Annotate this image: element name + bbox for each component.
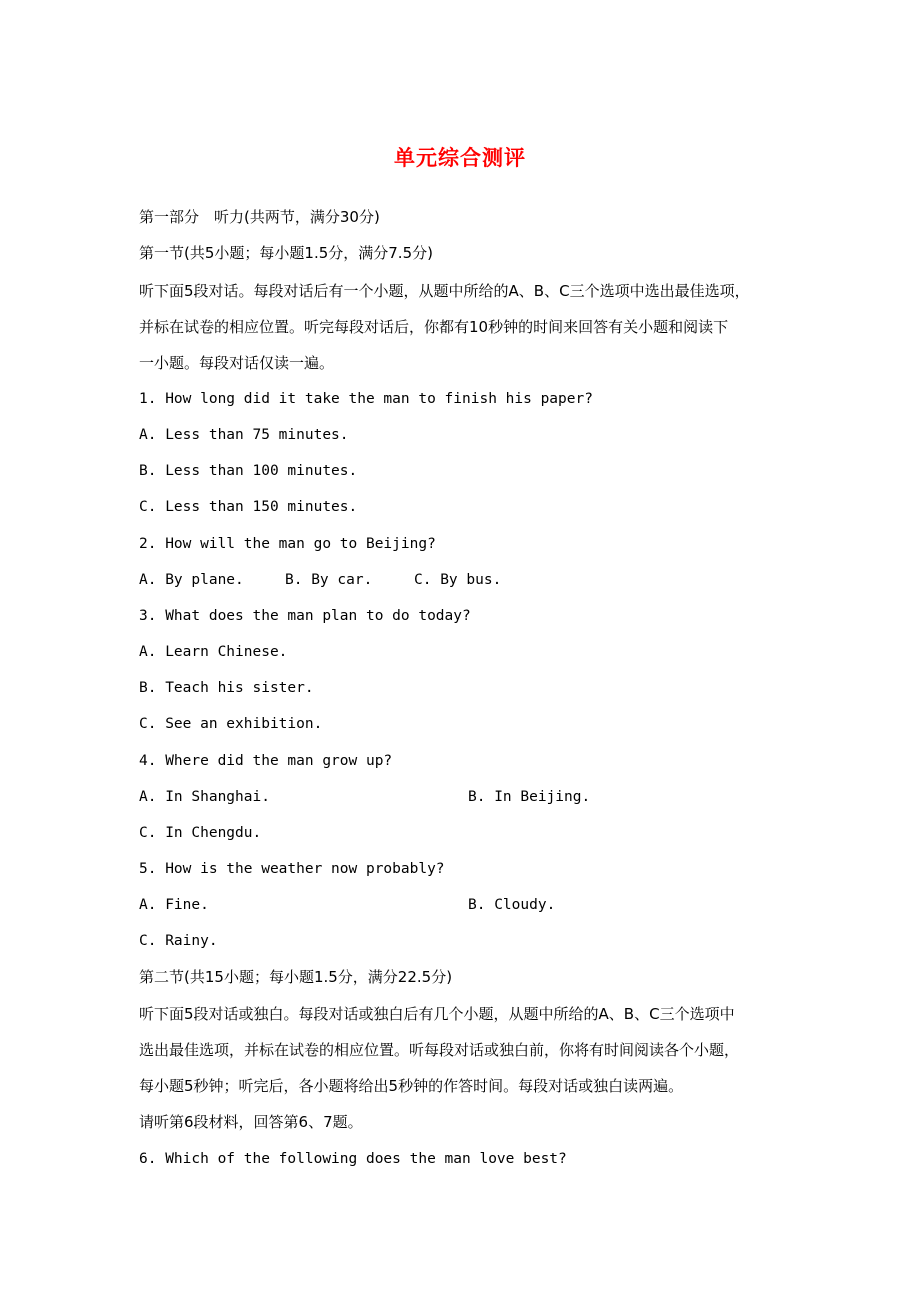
section2-instruction-line: 选出最佳选项，并标在试卷的相应位置。听每段对话或独白前，你将有时间阅读各个小题，: [139, 1041, 740, 1059]
question-6: 6. Which of the following does the man love best?: [139, 1151, 567, 1167]
q3-option-a: A. Learn Chinese.: [139, 644, 288, 660]
question-2: 2. How will the man go to Beijing?: [139, 536, 436, 552]
question-4: 4. Where did the man grow up?: [139, 753, 393, 769]
q1-option-a: A. Less than 75 minutes.: [139, 427, 349, 443]
section1-instruction-line: 听下面5段对话。每段对话后有一个小题，从题中所给的A、B、C三个选项中选出最佳选项，: [139, 282, 750, 300]
page-title: 单元综合测评: [394, 146, 526, 170]
q2-option-b: B. By car.: [285, 572, 373, 588]
q4-option-c: C. In Chengdu.: [139, 825, 262, 841]
section1-instruction-line: 并标在试卷的相应位置。听完每段对话后，你都有10秒钟的时间来回答有关小题和阅读下: [139, 318, 729, 336]
q2-option-a: A. By plane.: [139, 572, 244, 588]
material-6-prompt: 请听第6段材料，回答第6、7题。: [139, 1113, 363, 1131]
q5-option-c: C. Rainy.: [139, 933, 218, 949]
q1-option-c: C. Less than 150 minutes.: [139, 499, 358, 515]
q2-option-c: C. By bus.: [414, 572, 502, 588]
q1-option-b: B. Less than 100 minutes.: [139, 463, 358, 479]
q4-option-a: A. In Shanghai.: [139, 789, 270, 805]
q5-option-a: A. Fine.: [139, 897, 209, 913]
q4-option-b: B. In Beijing.: [468, 789, 591, 805]
q3-option-b: B. Teach his sister.: [139, 680, 314, 696]
section2-instruction-line: 每小题5秒钟；听完后，各小题将给出5秒钟的作答时间。每段对话或独白读两遍。: [139, 1077, 684, 1095]
question-5: 5. How is the weather now probably?: [139, 861, 445, 877]
section2-heading: 第二节(共15小题；每小题1.5分，满分22.5分): [139, 968, 453, 986]
question-3: 3. What does the man plan to do today?: [139, 608, 471, 624]
part1-heading: 第一部分 听力(共两节，满分30分): [139, 208, 380, 226]
q5-option-b: B. Cloudy.: [468, 897, 556, 913]
section1-heading: 第一节(共5小题；每小题1.5分，满分7.5分): [139, 244, 433, 262]
question-1: 1. How long did it take the man to finish his paper?: [139, 391, 593, 407]
q3-option-c: C. See an exhibition.: [139, 716, 323, 732]
section1-instruction-line: 一小题。每段对话仅读一遍。: [139, 354, 335, 372]
section2-instruction-line: 听下面5段对话或独白。每段对话或独白后有几个小题，从题中所给的A、B、C三个选项中: [139, 1005, 735, 1023]
